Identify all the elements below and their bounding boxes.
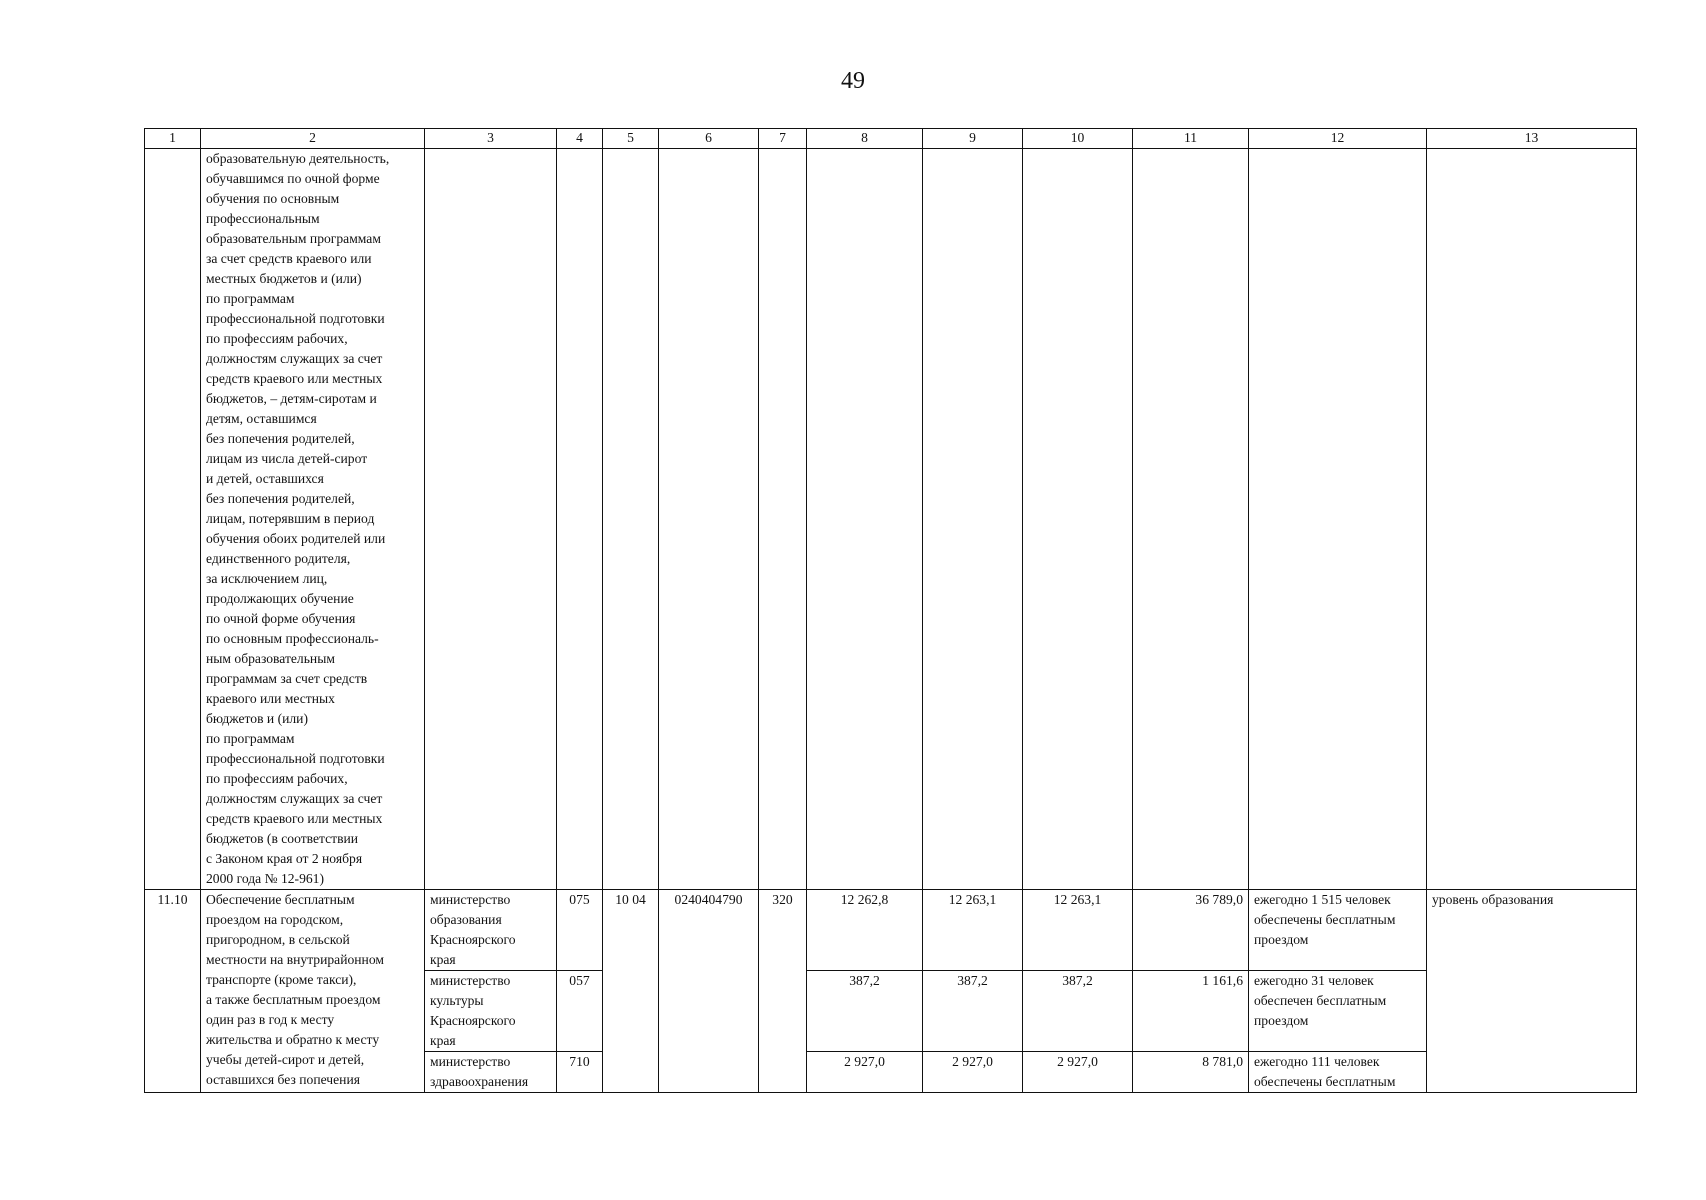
col-header: 3 — [425, 129, 557, 149]
text-line: без попечения родителей, — [206, 491, 355, 506]
executor-line: края — [430, 1033, 456, 1048]
text-line: по программам — [206, 291, 295, 306]
grbs-code: 075 — [557, 890, 603, 971]
page-number: 49 — [841, 68, 865, 94]
executor-line: Красноярского — [430, 1013, 516, 1028]
text-line: а также бесплатным проездом — [206, 992, 381, 1007]
amount-total: 8 781,0 — [1133, 1052, 1249, 1093]
executor-cell — [425, 890, 557, 971]
col-header: 7 — [759, 129, 807, 149]
text-line: за счет средств краевого или — [206, 251, 372, 266]
outcome-line: ежегодно 31 человек — [1254, 973, 1374, 988]
text-line: детям, оставшимся — [206, 411, 317, 426]
text-line: по программам — [206, 731, 295, 746]
column-number-row — [145, 129, 1637, 149]
col-header: 12 — [1249, 129, 1427, 149]
text-line: транспорте (кроме такси), — [206, 972, 357, 987]
text-line: единственного родителя, — [206, 551, 351, 566]
executor-line: здравоохранения — [430, 1074, 529, 1089]
text-line: лицам, потерявшим в период — [206, 511, 375, 526]
text-line: учебы детей-сирот и детей, — [206, 1052, 365, 1067]
outcome-cell — [1249, 971, 1427, 1052]
col-header: 13 — [1427, 129, 1637, 149]
text-line: профессиональной подготовки — [206, 751, 385, 766]
col-header: 4 — [557, 129, 603, 149]
amount-total: 1 161,6 — [1133, 971, 1249, 1052]
text-line: без попечения родителей, — [206, 431, 355, 446]
text-line: средств краевого или местных — [206, 811, 383, 826]
executor-line: края — [430, 952, 456, 967]
outcome-cell — [1249, 890, 1427, 971]
outcome-line: обеспечены бесплатным — [1254, 912, 1396, 927]
text-line: по профессиям рабочих, — [206, 331, 348, 346]
text-line: местности на внутрирайонном — [206, 952, 384, 967]
executor-line: Красноярского — [430, 932, 516, 947]
executor-cell — [425, 971, 557, 1052]
outcome-line: проездом — [1254, 932, 1309, 947]
section-code: 10 04 — [603, 890, 659, 1093]
text-line: оставшихся без попечения — [206, 1072, 360, 1087]
item-description — [201, 890, 425, 1093]
continuation-text — [201, 149, 425, 890]
text-line: образовательную деятельность, — [206, 151, 390, 166]
outcome-line: проездом — [1254, 1013, 1309, 1028]
text-line: за исключением лиц, — [206, 571, 328, 586]
continuation-row — [145, 149, 1637, 890]
program-table — [144, 128, 1637, 1093]
grbs-code: 710 — [557, 1052, 603, 1093]
executor-line: культуры — [430, 993, 484, 1008]
amount-total: 36 789,0 — [1133, 890, 1249, 971]
text-line: продолжающих обучение — [206, 591, 354, 606]
text-line: проездом на городском, — [206, 912, 344, 927]
text-line: пригородном, в сельской — [206, 932, 350, 947]
outcome-line: обеспечены бесплатным — [1254, 1074, 1396, 1089]
text-line: профессиональной подготовки — [206, 311, 385, 326]
amount-year3: 387,2 — [1023, 971, 1133, 1052]
text-line: по профессиям рабочих, — [206, 771, 348, 786]
amount-year1: 387,2 — [807, 971, 923, 1052]
text-line: ным образовательным — [206, 651, 335, 666]
outcome-cell — [1249, 1052, 1427, 1093]
text-line: бюджетов (в соответствии — [206, 831, 359, 846]
item-row — [145, 890, 1637, 971]
executor-line: министерство — [430, 973, 511, 988]
amount-year3: 12 263,1 — [1023, 890, 1133, 971]
text-line: жительства и обратно к месту — [206, 1032, 380, 1047]
executor-line: министерство — [430, 892, 511, 907]
text-line: средств краевого или местных — [206, 371, 383, 386]
expense-type: 320 — [759, 890, 807, 1093]
outcome-line: ежегодно 1 515 человек — [1254, 892, 1391, 907]
col-header: 1 — [145, 129, 201, 149]
text-line: по основным профессиональ- — [206, 631, 379, 646]
outcome-line: ежегодно 111 человек — [1254, 1054, 1380, 1069]
text-line: обучения по основным — [206, 191, 340, 206]
amount-year3: 2 927,0 — [1023, 1052, 1133, 1093]
col-header: 10 — [1023, 129, 1133, 149]
col-header: 8 — [807, 129, 923, 149]
col-header: 11 — [1133, 129, 1249, 149]
col-header: 2 — [201, 129, 425, 149]
col-header: 5 — [603, 129, 659, 149]
col-header: 9 — [923, 129, 1023, 149]
item-number: 11.10 — [145, 890, 201, 1093]
text-line: лицам из числа детей-сирот — [206, 451, 368, 466]
amount-year1: 2 927,0 — [807, 1052, 923, 1093]
text-line: и детей, оставшихся — [206, 471, 324, 486]
amount-year2: 2 927,0 — [923, 1052, 1023, 1093]
text-line: должностям служащих за счет — [206, 791, 383, 806]
grbs-code: 057 — [557, 971, 603, 1052]
text-line: бюджетов, – детям-сиротам и — [206, 391, 377, 406]
amount-year1: 12 262,8 — [807, 890, 923, 971]
text-line: обучения обоих родителей или — [206, 531, 386, 546]
text-line: бюджетов и (или) — [206, 711, 308, 726]
text-line: профессиональным — [206, 211, 320, 226]
text-line: местных бюджетов и (или) — [206, 271, 362, 286]
executor-line: образования — [430, 912, 502, 927]
col-header: 6 — [659, 129, 759, 149]
target-code: 0240404790 — [659, 890, 759, 1093]
text-line: должностям служащих за счет — [206, 351, 383, 366]
outcome-line: обеспечен бесплатным — [1254, 993, 1387, 1008]
text-line: Обеспечение бесплатным — [206, 892, 355, 907]
executor-line: министерство — [430, 1054, 511, 1069]
text-line: один раз в год к месту — [206, 1012, 335, 1027]
text-line: краевого или местных — [206, 691, 335, 706]
result-indicator: уровень образования — [1427, 890, 1637, 1093]
text-line: 2000 года № 12-961) — [206, 871, 324, 886]
text-line: образовательным программам — [206, 231, 381, 246]
text-line: программам за счет средств — [206, 671, 368, 686]
amount-year2: 387,2 — [923, 971, 1023, 1052]
text-line: по очной форме обучения — [206, 611, 356, 626]
text-line: с Законом края от 2 ноября — [206, 851, 363, 866]
executor-cell — [425, 1052, 557, 1093]
amount-year2: 12 263,1 — [923, 890, 1023, 971]
text-line: обучавшимся по очной форме — [206, 171, 380, 186]
